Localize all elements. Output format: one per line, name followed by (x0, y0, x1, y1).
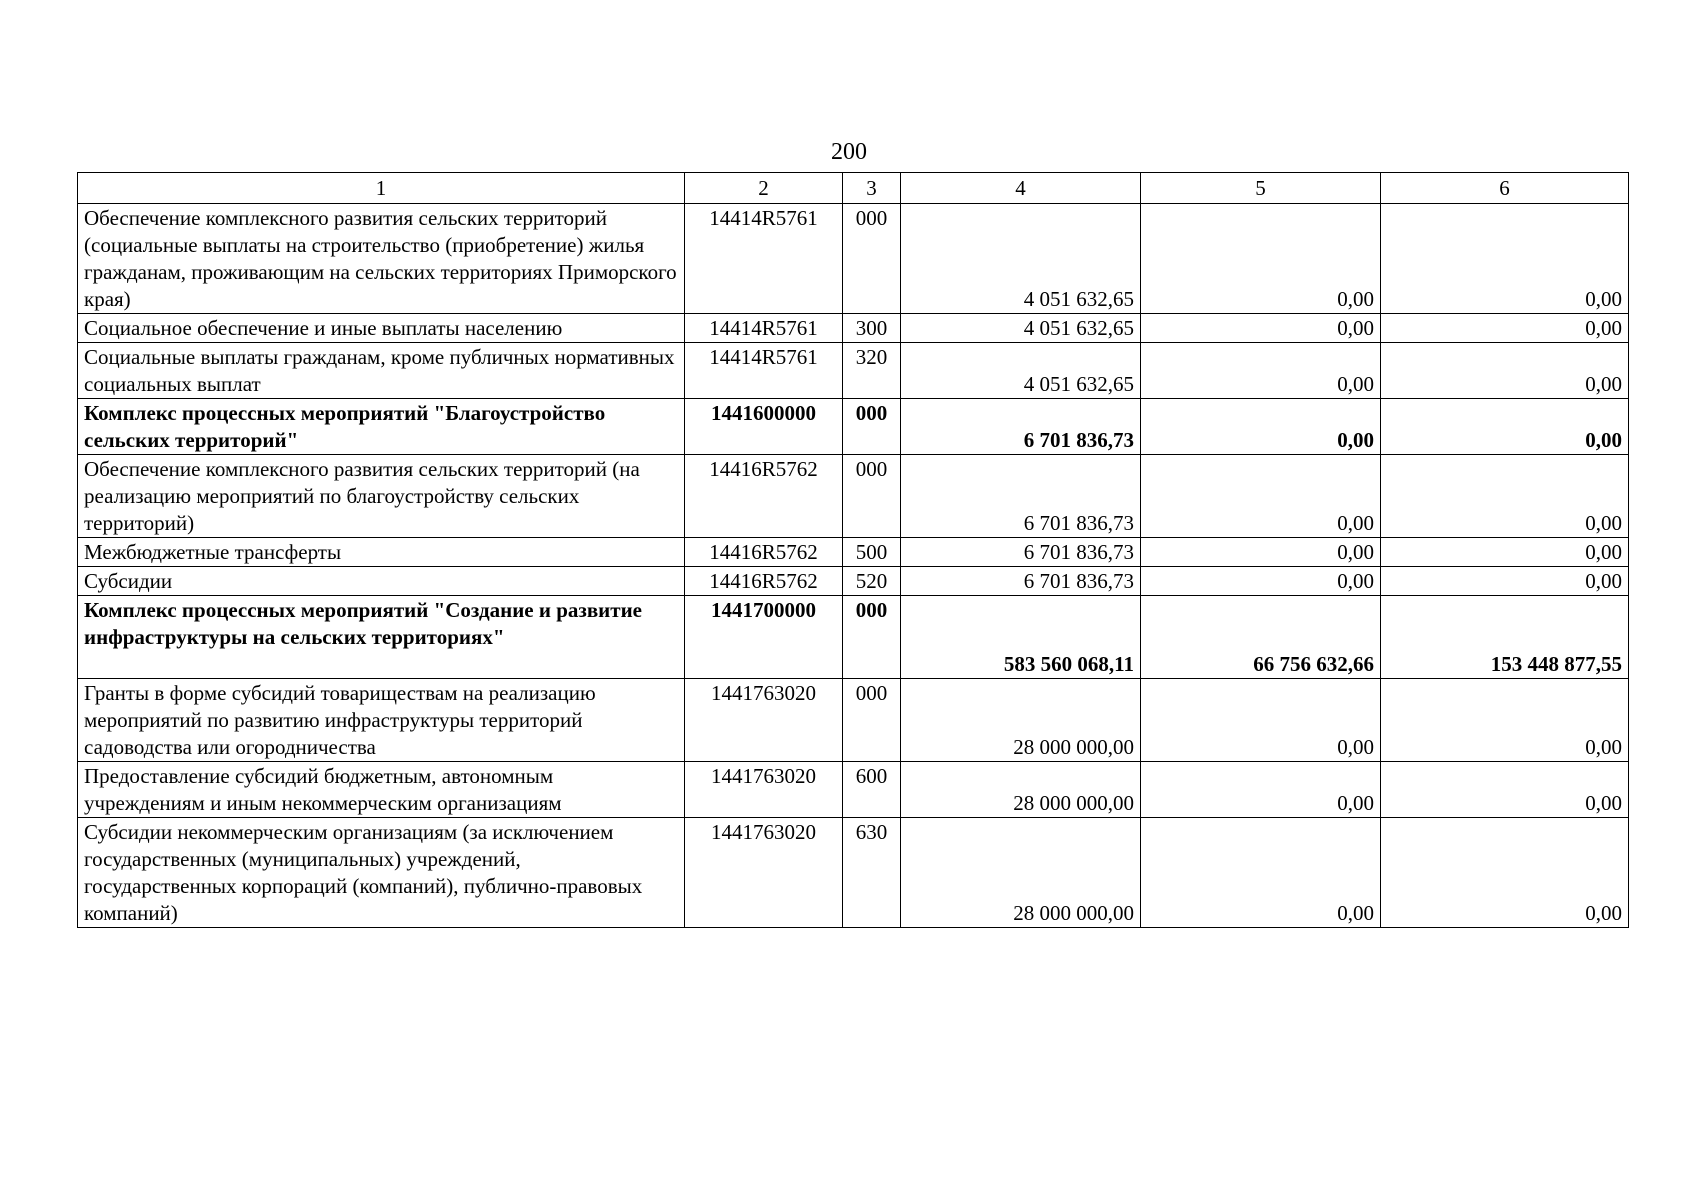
table-row (78, 679, 1629, 762)
column-header-3: 3 (843, 173, 901, 204)
row-amount-col6-cell: 0,00 (1381, 399, 1629, 455)
table-row (78, 314, 1629, 343)
row-amount-col4-cell: 583 560 068,11 (901, 596, 1141, 679)
table-row (78, 762, 1629, 818)
row-amount-col4-cell: 28 000 000,00 (901, 679, 1141, 762)
row-type-cell: 000 (843, 204, 901, 314)
row-amount-col5-cell: 0,00 (1141, 399, 1381, 455)
row-code-cell: 1441600000 (685, 399, 843, 455)
row-amount-col5-cell: 0,00 (1141, 818, 1381, 928)
row-type-cell: 500 (843, 538, 901, 567)
row-amount-col4-cell: 28 000 000,00 (901, 818, 1141, 928)
row-amount-col5-cell: 0,00 (1141, 314, 1381, 343)
row-amount-col6-cell: 0,00 (1381, 762, 1629, 818)
row-type-cell: 000 (843, 455, 901, 538)
row-amount-col5-cell: 0,00 (1141, 343, 1381, 399)
table-row (78, 204, 1629, 314)
row-type-cell: 000 (843, 596, 901, 679)
column-header-1: 1 (78, 173, 685, 204)
row-name-cell: Обеспечение комплексного развития сельских территорий (на реализацию мероприятий по благоустройству сельских территорий) (78, 455, 685, 538)
table-row (78, 399, 1629, 455)
row-type-cell: 000 (843, 399, 901, 455)
row-amount-col6-cell: 0,00 (1381, 343, 1629, 399)
table-row (78, 455, 1629, 538)
row-code-cell: 1441763020 (685, 818, 843, 928)
row-name-cell: Комплекс процессных мероприятий "Благоустройство сельских территорий" (78, 399, 685, 455)
row-type-cell: 600 (843, 762, 901, 818)
row-amount-col5-cell: 0,00 (1141, 455, 1381, 538)
table-row (78, 596, 1629, 679)
row-name-cell: Обеспечение комплексного развития сельских территорий (социальные выплаты на строительство (приобретение) жилья гражданам, проживающим на сельских территориях Приморского края) (78, 204, 685, 314)
row-amount-col5-cell: 0,00 (1141, 538, 1381, 567)
row-amount-col6-cell: 0,00 (1381, 455, 1629, 538)
row-amount-col6-cell: 153 448 877,55 (1381, 596, 1629, 679)
row-amount-col6-cell: 0,00 (1381, 314, 1629, 343)
row-code-cell: 14414R5761 (685, 343, 843, 399)
row-amount-col4-cell: 6 701 836,73 (901, 399, 1141, 455)
row-name-cell: Предоставление субсидий бюджетным, автономным учреждениям и иным некоммерческим организациям (78, 762, 685, 818)
row-amount-col6-cell: 0,00 (1381, 538, 1629, 567)
table-row (78, 818, 1629, 928)
row-name-cell: Социальные выплаты гражданам, кроме публичных нормативных социальных выплат (78, 343, 685, 399)
column-header-2: 2 (685, 173, 843, 204)
row-code-cell: 14416R5762 (685, 567, 843, 596)
row-amount-col5-cell: 0,00 (1141, 762, 1381, 818)
row-amount-col4-cell: 28 000 000,00 (901, 762, 1141, 818)
table-header-row (78, 173, 1629, 204)
row-name-cell: Межбюджетные трансферты (78, 538, 685, 567)
table-row (78, 538, 1629, 567)
row-type-cell: 630 (843, 818, 901, 928)
row-code-cell: 1441763020 (685, 679, 843, 762)
row-amount-col4-cell: 4 051 632,65 (901, 204, 1141, 314)
column-header-5: 5 (1141, 173, 1381, 204)
row-amount-col5-cell: 66 756 632,66 (1141, 596, 1381, 679)
row-amount-col5-cell: 0,00 (1141, 567, 1381, 596)
table-row (78, 567, 1629, 596)
page-number: 200 (831, 139, 867, 165)
row-amount-col6-cell: 0,00 (1381, 567, 1629, 596)
row-amount-col4-cell: 6 701 836,73 (901, 538, 1141, 567)
row-amount-col6-cell: 0,00 (1381, 679, 1629, 762)
row-code-cell: 14416R5762 (685, 455, 843, 538)
row-name-cell: Субсидии (78, 567, 685, 596)
row-type-cell: 520 (843, 567, 901, 596)
row-code-cell: 1441763020 (685, 762, 843, 818)
row-code-cell: 14414R5761 (685, 314, 843, 343)
table-row (78, 343, 1629, 399)
column-header-6: 6 (1381, 173, 1629, 204)
row-name-cell: Социальное обеспечение и иные выплаты населению (78, 314, 685, 343)
budget-table (77, 172, 1629, 928)
row-amount-col5-cell: 0,00 (1141, 679, 1381, 762)
row-name-cell: Субсидии некоммерческим организациям (за исключением государственных (муниципальных) учреждений, государственных корпораций (компаний), публично-правовых компаний) (78, 818, 685, 928)
row-type-cell: 320 (843, 343, 901, 399)
row-amount-col4-cell: 4 051 632,65 (901, 343, 1141, 399)
row-code-cell: 1441700000 (685, 596, 843, 679)
row-amount-col4-cell: 6 701 836,73 (901, 567, 1141, 596)
row-amount-col6-cell: 0,00 (1381, 818, 1629, 928)
row-amount-col5-cell: 0,00 (1141, 204, 1381, 314)
column-header-4: 4 (901, 173, 1141, 204)
row-type-cell: 000 (843, 679, 901, 762)
row-name-cell: Гранты в форме субсидий товариществам на реализацию мероприятий по развитию инфраструктуры территорий садоводства или огородничества (78, 679, 685, 762)
row-amount-col6-cell: 0,00 (1381, 204, 1629, 314)
row-type-cell: 300 (843, 314, 901, 343)
row-amount-col4-cell: 4 051 632,65 (901, 314, 1141, 343)
row-name-cell: Комплекс процессных мероприятий "Создание и развитие инфраструктуры на сельских территориях" (78, 596, 685, 679)
row-code-cell: 14414R5761 (685, 204, 843, 314)
row-amount-col4-cell: 6 701 836,73 (901, 455, 1141, 538)
row-code-cell: 14416R5762 (685, 538, 843, 567)
